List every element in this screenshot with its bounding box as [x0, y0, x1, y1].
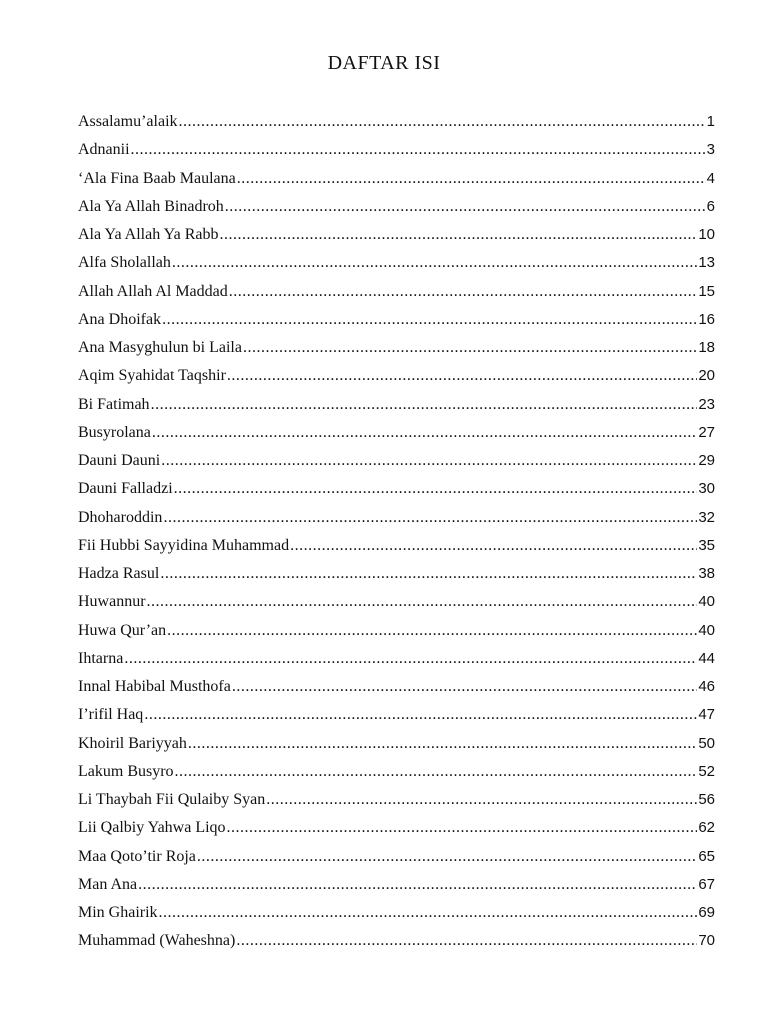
toc-entry: [78, 932, 715, 960]
toc-entry: [78, 650, 715, 678]
dot-leader: [236, 932, 697, 950]
toc-entry-page-number: 44: [698, 649, 715, 667]
toc-entry: [78, 537, 715, 565]
toc-entry: [78, 509, 715, 537]
dot-leader: [167, 622, 697, 640]
toc-entry-title: Busyrolana: [78, 423, 151, 441]
toc-entry: [78, 452, 715, 480]
toc-entry-title: Man Ana: [78, 875, 138, 893]
toc-entry-page-number: 23: [698, 395, 715, 413]
toc-entry-page-number: 3: [706, 141, 715, 159]
dot-leader: [237, 170, 706, 188]
toc-entry: [78, 311, 715, 339]
toc-entry-page-number: 15: [698, 282, 715, 300]
toc-entry: [78, 848, 715, 876]
dot-leader: [161, 452, 697, 470]
dot-leader: [138, 876, 697, 894]
toc-entry-page-number: 18: [698, 339, 715, 356]
toc-entry: [78, 170, 715, 198]
toc-entry-page-number: 1: [706, 113, 715, 130]
dot-leader: [159, 904, 698, 922]
toc-entry-page-number: 62: [698, 819, 715, 837]
toc-entry: [78, 254, 715, 282]
toc-entry-title: Innal Habibal Musthofa: [78, 678, 231, 695]
toc-entry-title: Alfa Sholallah: [78, 254, 171, 272]
toc-entry-page-number: 13: [698, 254, 715, 272]
toc-entry-title: Aqim Syahidat Taqshir: [78, 367, 226, 385]
toc-entry-title: Fii Hubbi Sayyidina Muhammad: [78, 536, 290, 554]
dot-leader: [197, 848, 697, 866]
toc-entry: [78, 735, 715, 763]
toc-entry: [78, 904, 715, 932]
toc-entry-title: Dauni Dauni: [78, 452, 161, 469]
toc-entry-title: Khoiril Bariyyah: [78, 734, 187, 752]
toc-entry-title: Ihtarna: [78, 649, 124, 667]
toc-entry: [78, 706, 715, 734]
dot-leader: [219, 226, 697, 244]
toc-entry-page-number: 70: [698, 932, 715, 950]
toc-entry-page-number: 32: [698, 508, 715, 526]
toc-entry-title: Lii Qalbiy Yahwa Liqo: [78, 819, 226, 837]
toc-entry-title: Li Thaybah Fii Qulaiby Syan: [78, 791, 266, 808]
dot-leader: [229, 283, 698, 301]
toc-entry-title: Ala Ya Allah Ya Rabb: [78, 226, 219, 243]
dot-leader: [174, 480, 698, 498]
toc-entry: [78, 367, 715, 395]
page-title: DAFTAR ISI: [327, 52, 441, 74]
toc-entry-page-number: 56: [698, 791, 715, 808]
toc-entry-page-number: 16: [698, 310, 715, 328]
toc-entry: [78, 819, 715, 847]
dot-leader: [162, 311, 697, 329]
toc-entry-title: Dauni Falladzi: [78, 480, 173, 498]
toc-entry: [78, 876, 715, 904]
toc-entry-title: Allah Allah Al Maddad: [78, 282, 228, 300]
dot-leader: [124, 650, 697, 668]
toc-entry-page-number: 40: [698, 621, 715, 639]
toc-entry: [78, 763, 715, 791]
toc-entry-page-number: 20: [698, 367, 715, 385]
toc-entry-page-number: 52: [698, 762, 715, 780]
dot-leader: [232, 678, 697, 696]
toc-entry: [78, 565, 715, 593]
toc-entry: [78, 622, 715, 650]
toc-entry-title: Bi Fatimah: [78, 395, 150, 413]
dot-leader: [227, 367, 697, 385]
toc-entry-page-number: 69: [698, 904, 715, 921]
dot-leader: [172, 254, 697, 272]
toc-entry-title: Maa Qoto’tir Roja: [78, 847, 196, 865]
toc-entry-title: Assalamu’alaik: [78, 113, 178, 130]
toc-entry: [78, 339, 715, 367]
toc-entry-page-number: 29: [698, 452, 715, 469]
dot-leader: [243, 339, 697, 357]
toc-entry-page-number: 67: [698, 875, 715, 893]
toc-entry: [78, 113, 715, 141]
dot-leader: [175, 763, 698, 781]
dot-leader: [151, 396, 698, 414]
dot-leader: [266, 791, 697, 809]
toc-entry-title: Hadza Rasul: [78, 565, 160, 582]
toc-entry: [78, 678, 715, 706]
dot-leader: [147, 593, 698, 611]
toc-entry: [78, 226, 715, 254]
dot-leader: [290, 537, 697, 555]
dot-leader: [179, 113, 706, 131]
dot-leader: [227, 819, 698, 837]
dot-leader: [131, 141, 706, 159]
toc-entry: [78, 283, 715, 311]
toc-entry: [78, 593, 715, 621]
dot-leader: [144, 706, 697, 724]
toc-entry-page-number: 6: [706, 197, 715, 215]
toc-entry-page-number: 30: [698, 480, 715, 498]
toc-entry-title: Huwa Qur’an: [78, 621, 167, 639]
toc-entry-title: Huwannur: [78, 593, 146, 611]
toc-entry-page-number: 35: [698, 536, 715, 554]
toc-entry-page-number: 47: [698, 706, 715, 724]
toc-entry-title: Min Ghairik: [78, 904, 158, 921]
toc-entry-title: Ana Masyghulun bi Laila: [78, 339, 242, 356]
dot-leader: [160, 565, 697, 583]
toc-entry-page-number: 27: [698, 423, 715, 441]
toc-entry: [78, 424, 715, 452]
dot-leader: [163, 509, 697, 527]
toc-entry-page-number: 40: [698, 593, 715, 611]
dot-leader: [225, 198, 706, 216]
dot-leader: [152, 424, 697, 442]
toc-entry-page-number: 46: [698, 678, 715, 695]
toc-entry-title: Lakum Busyro: [78, 762, 174, 780]
toc-entry-page-number: 50: [698, 734, 715, 752]
toc-entry-page-number: 65: [698, 847, 715, 865]
toc-entry-title: Adnanii: [78, 141, 130, 159]
toc-entry: [78, 396, 715, 424]
dot-leader: [188, 735, 697, 753]
toc-entry-title: I’rifil Haq: [78, 706, 144, 724]
toc-entry-page-number: 4: [706, 169, 715, 187]
toc-entry-title: Ala Ya Allah Binadroh: [78, 197, 224, 215]
toc-entry-title: Dhoharoddin: [78, 508, 163, 526]
toc-entry-page-number: 10: [698, 226, 715, 243]
toc-entry: [78, 141, 715, 169]
toc-entry-title: Muhammad (Waheshna): [78, 932, 236, 950]
toc-entry-page-number: 38: [698, 565, 715, 582]
toc-entry-title: ‘Ala Fina Baab Maulana: [78, 169, 236, 187]
toc-entry: [78, 198, 715, 226]
toc-entry: [78, 791, 715, 819]
toc-entry: [78, 480, 715, 508]
table-of-contents: [78, 113, 715, 961]
toc-entry-title: Ana Dhoifak: [78, 310, 162, 328]
